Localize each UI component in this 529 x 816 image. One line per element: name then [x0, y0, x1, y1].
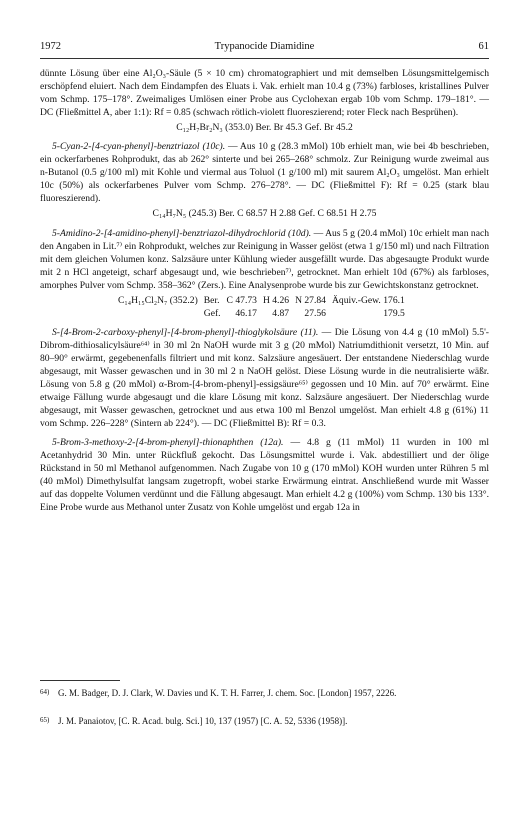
- footnote-rule: [40, 680, 120, 681]
- running-header: [40, 40, 489, 56]
- header-title: Trypanocide Diamidine: [214, 41, 315, 52]
- analysis-row-ber: [118, 294, 411, 307]
- gef-value: 46.17: [235, 307, 257, 319]
- section-10d-title: 5-Amidino-2-[4-amidino-phenyl]-benztriazol-dihydrochlorid (10d).: [52, 227, 312, 239]
- analysis-10b: C₁₂H₇Br₂N₃ (353.0) Ber. Br 45.3 Gef. Br 45.2: [176, 122, 353, 134]
- footnote-64: [40, 688, 489, 700]
- section-10c: [40, 140, 489, 205]
- ber-label: Ber.: [203, 294, 220, 306]
- section-11: [40, 326, 489, 430]
- section-11-title: S-[4-Brom-2-carboxy-phenyl]-[4-brom-phenyl]-thioglykolsäure (11).: [52, 326, 319, 338]
- section-10d-text: — Aus 5 g (20.4 mMol) 10c erhielt man nach den Angaben in Lit.⁷⁾ ein Rohprodukt, welches zur Reinigung in Wasser gelöst (etwa 1 g/150 ml) und nach Filtration mit dem gleichen Volumen konz. Salzsäure unter Kühlung wieder ausgefällt wurde. Das abgesaugte Produkt wurde mit 2 n HCl angeteigt, scharf abgesaugt und, wie beschrieben⁷⁾, getrocknet. Man erhielt 10d (67%) als farbloses, amorphes Pulver vom Schmp. 358–362° (Zers.). Eine Analysenprobe wurde bis zur Gewichtskonstanz getrocknet.: [40, 227, 490, 291]
- footnote-number: 65): [40, 716, 50, 724]
- section-12a: [40, 436, 489, 514]
- page-number: 61: [478, 41, 489, 52]
- footnote-text: J. M. Panaiotov, [C. R. Acad. bulg. Sci.] 10, 137 (1957) [C. A. 52, 5336 (1958)].: [58, 716, 348, 726]
- page: [40, 40, 489, 776]
- gef-label: Gef.: [203, 307, 221, 319]
- ber-value: H 4.26: [262, 294, 290, 306]
- footnote-65: [40, 716, 489, 728]
- ber-value: C 47.73: [226, 294, 257, 306]
- paragraph-continued: dünnte Lösung über eine Al₂O₃-Säule (5 × 10 cm) chromatographiert und mit demselben Lösungsmittelgemisch erschöpfend eluiert. Nach dem Eindampfen des Eluats i. Vak. erhielt man 10.4 g (73%) farbloses, kristallines Pulver vom Schmp. 175–178°. Zweimaliges Umlösen einer Probe aus Cyclohexan ergab 10b vom Schmp. 179–181°. — DC (Fließmittel A, aber 1:1): Rf = 0.85 (schwach rötlich-violett fluoreszierend; roter Fleck nach Besprühen).: [40, 68, 489, 119]
- section-12a-title: 5-Brom-3-methoxy-2-[4-brom-phenyl]-thionaphthen (12a).: [52, 437, 284, 449]
- section-10c-title: 5-Cyan-2-[4-cyan-phenyl]-benztriazol (10c).: [52, 141, 226, 153]
- section-10c-text: — Aus 10 g (28.3 mMol) 10b erhielt man, wie bei 4b beschrieben, ein ockerfarbenes Rohprodukt, das ab 262° sinterte und bei 265–268° schmolz. Zur Reinigung wurde zweimal aus n-Butanol (0.5 g/100 ml) mit Kohle und viermal aus Toluol (1 g/100 ml) mit saurem Al₂O₃ umgelöst. Man erhielt 10c (50%) als ockerfarbenes Pulver vom Schmp. 276–278°. — DC (Fließmittel F): Rf = 0.25 (stark blau fluoreszierend).: [40, 141, 489, 205]
- footnote-text: G. M. Badger, D. J. Clark, W. Davies und K. T. H. Farrer, J. chem. Soc. [London] 1957, 2226.: [58, 688, 397, 698]
- gef-value: 179.5: [383, 307, 405, 319]
- gef-value: 4.87: [272, 307, 290, 319]
- section-10d: [40, 227, 489, 292]
- gef-value: 27.56: [304, 307, 326, 319]
- ber-value: N 27.84: [295, 294, 326, 306]
- section-12a-text: — 4.8 g (11 mMol) 11 wurden in 100 ml Acetanhydrid 30 Min. unter Rückfluß gekocht. Das Lösungsmittel wurde i. Vak. abdestilliert und der ölige Rückstand in 50 ml Methanol aufgenommen. Nach Zugabe von 10 g (170 mMol) KOH wurden unter Rühren 5 ml (40 mMol) Dimethylsulfat langsam zugetropft, wobei starke Erwärmung eintrat. Anschließend wurde mit Wasser auf das doppelte Volumen verdünnt und die Fällung abgesaugt. Man erhielt 4.2 g (100%) vom Schmp. 130 bis 133°. Eine Probe wurde aus Methanol unter Zusatz von Kohle umgelöst und ergab 12a in: [40, 437, 489, 514]
- analysis-formula: C₁₄H₁₅Cl₂N₇ (352.2): [118, 294, 198, 306]
- analysis-10c: C₁₄H₇N₅ (245.3) Ber. C 68.57 H 2.88 Gef. C 68.51 H 2.75: [152, 208, 377, 220]
- footnote-number: 64): [40, 688, 50, 696]
- analysis-10d: [40, 294, 489, 320]
- analysis-table: [118, 294, 411, 320]
- analysis-row-gef: [118, 307, 411, 320]
- header-rule: [40, 58, 489, 59]
- header-year: 1972: [40, 41, 61, 52]
- section-11-text: — Die Lösung von 4.4 g (10 mMol) 5.5'-Dibrom-dithiosalicylsäure⁶⁴⁾ in 30 ml 2n NaOH wurde mit 3 g (20 mMol) Natriumdithionit versetzt, 10 Min. auf 80–90° erwärmt, gegebenenfalls filtriert und mit konz. Salzsäure angesäuert. Der entstandene Niederschlag wurde abgesaugt, mit Wasser gewaschen und in 30 ml 2 n NaOH gelöst. Diese Lösung wurde in die neutralisierte wäßr. Lösung von 5.8 g (20 mMol) α-Brom-[4-brom-phenyl]-essigsäure⁶⁵⁾ gegossen und 10 Min. auf 70° erwärmt. Eine etwaige Fällung wurde abgesaugt und die klare Lösung mit konz. Salzsäure angesäuert. Der Niederschlag wurde abgesaugt, mit Wasser gewaschen, getrocknet und aus etwa 100 ml Benzol umgelöst. Man erhielt 4.8 g (61%) 11 vom Schmp. 226–228° (Sintern ab 224°). — DC (Fließmittel B): Rf = 0.3.: [40, 326, 489, 430]
- ber-value: Äquiv.-Gew. 176.1: [331, 294, 405, 306]
